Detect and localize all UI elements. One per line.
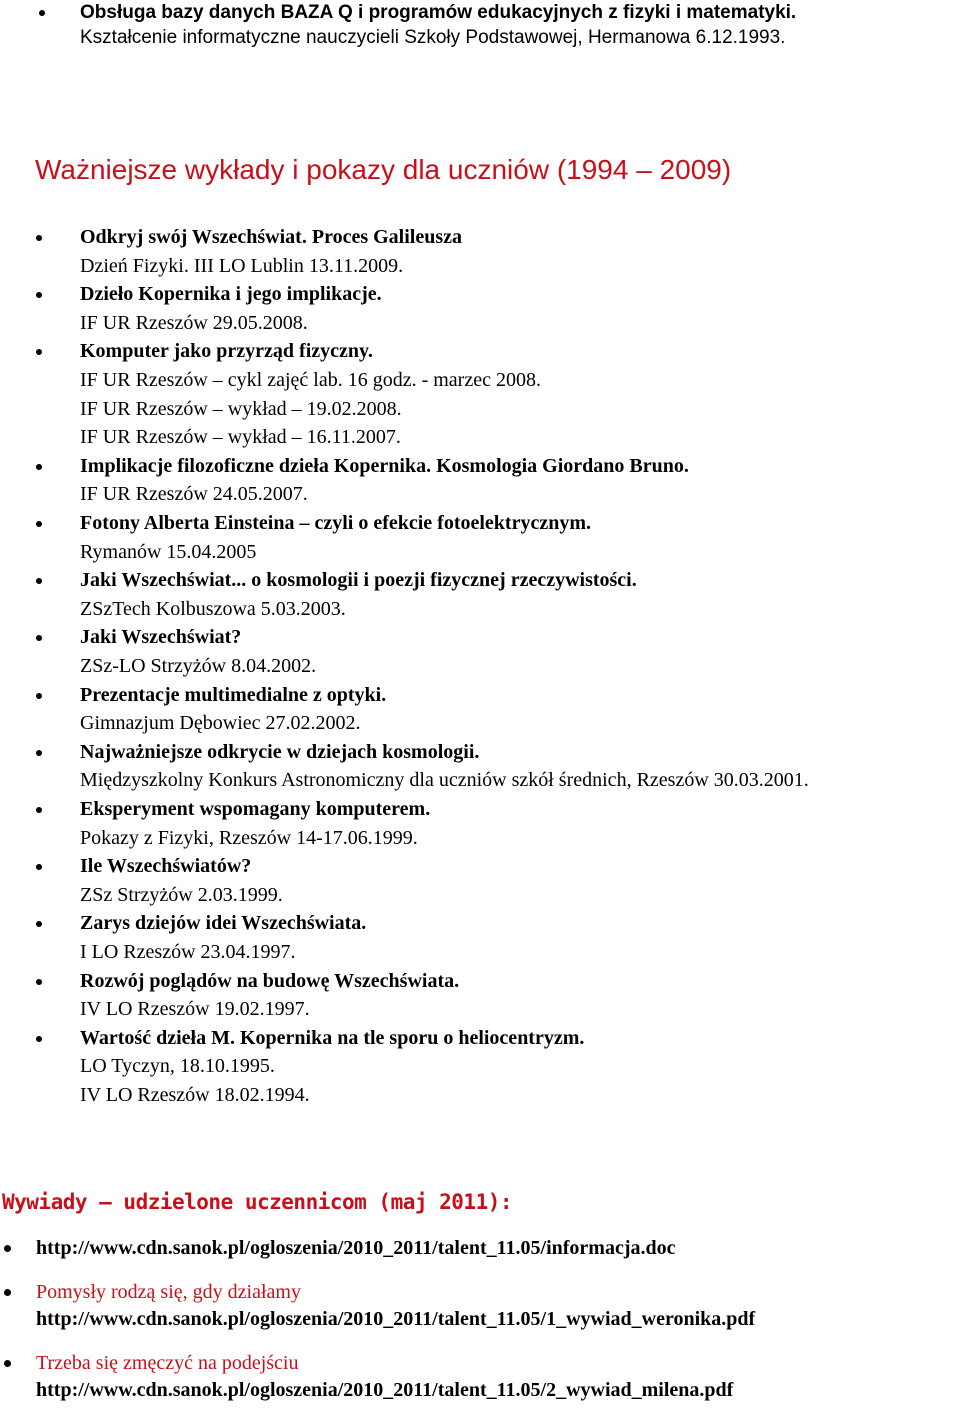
lecture-detail: Międzyszkolny Konkurs Astronomiczny dla uczniów szkół średnich, Rzeszów 30.03.2001.	[80, 769, 809, 792]
lecture-detail: Gimnazjum Dębowiec 27.02.2002.	[80, 712, 361, 735]
lecture-detail: I LO Rzeszów 23.04.1997.	[80, 941, 296, 963]
bullet-icon	[36, 292, 42, 298]
lecture-detail: Dzień Fizyki. III LO Lublin 13.11.2009.	[80, 254, 404, 277]
interview-link[interactable]: http://www.cdn.sanok.pl/ogloszenia/2010_2011/talent_11.05/informacja.doc	[36, 1237, 676, 1259]
top-list-item	[0, 0, 960, 60]
bullet-icon	[36, 349, 42, 355]
interview-link[interactable]: http://www.cdn.sanok.pl/ogloszenia/2010_2011/talent_11.05/2_wywiad_milena.pdf	[36, 1379, 734, 1401]
lecture-detail: LO Tyczyn, 18.10.1995.	[80, 1055, 275, 1078]
lecture-detail: Pokazy z Fizyki, Rzeszów 14-17.06.1999.	[80, 826, 418, 849]
interview-link[interactable]: http://www.cdn.sanok.pl/ogloszenia/2010_2011/talent_11.05/1_wywiad_weronika.pdf	[36, 1308, 756, 1330]
lecture-title: Prezentacje multimedialne z optyki.	[80, 683, 387, 706]
lecture-title: Ile Wszechświatów?	[80, 855, 252, 878]
bullet-icon	[36, 635, 42, 641]
lecture-title: Zarys dziejów idei Wszechświata.	[80, 912, 367, 935]
bullet-icon	[36, 921, 42, 927]
bullet-icon	[4, 1289, 11, 1296]
lecture-title: Jaki Wszechświat... o kosmologii i poezji fizycznej rzeczywistości.	[80, 569, 637, 592]
lecture-title: Fotony Alberta Einsteina – czyli o efekcie fotoelektrycznym.	[80, 512, 591, 534]
bullet-icon	[36, 750, 42, 756]
lecture-title: Dzieło Kopernika i jego implikacje.	[80, 283, 382, 306]
lecture-detail: IF UR Rzeszów 24.05.2007.	[80, 483, 308, 506]
bullet-icon	[36, 1036, 42, 1042]
bullet-icon	[36, 578, 42, 584]
bullet-icon	[39, 10, 45, 16]
top-item-subtitle: Kształcenie informatyczne nauczycieli Szkoły Podstawowej, Hermanowa 6.12.1993.	[80, 27, 786, 48]
lecture-title: Rozwój poglądów na budowę Wszechświata.	[80, 969, 460, 992]
lecture-detail: IF UR Rzeszów – wykład – 19.02.2008.	[80, 397, 402, 420]
lecture-title: Komputer jako przyrząd fizyczny.	[80, 340, 373, 363]
lecture-title: Eksperyment wspomagany komputerem.	[80, 798, 431, 820]
bullet-icon	[36, 979, 42, 985]
lecture-detail: ZSz-LO Strzyżów 8.04.2002.	[80, 655, 317, 677]
bullet-icon	[36, 693, 42, 699]
lecture-detail: ZSzTech Kolbuszowa 5.03.2003.	[80, 597, 346, 620]
top-item-title: Obsługa bazy danych BAZA Q i programów edukacyjnych z fizyki i matematyki.	[80, 2, 797, 23]
interview-title: Trzeba się zmęczyć na podejściu	[36, 1352, 299, 1374]
lecture-title: Implikacje filozoficzne dzieła Kopernika. Kosmologia Giordano Bruno.	[80, 454, 689, 477]
interviews-heading: Wywiady – udzielone uczennicom (maj 2011):	[2, 1190, 513, 1214]
bullet-icon	[4, 1360, 11, 1367]
lecture-detail: Rymanów 15.04.2005	[80, 540, 257, 563]
lecture-detail: IV LO Rzeszów 18.02.1994.	[80, 1084, 310, 1106]
bullet-icon	[4, 1245, 11, 1252]
bullet-icon	[36, 464, 42, 470]
lecture-title: Odkryj swój Wszechświat. Proces Galileusza	[80, 226, 463, 248]
lecture-detail: IF UR Rzeszów – wykład – 16.11.2007.	[80, 426, 401, 449]
lecture-title: Wartość dzieła M. Kopernika na tle sporu o heliocentryzm.	[80, 1026, 585, 1049]
bullet-icon	[36, 807, 42, 813]
lecture-detail: IV LO Rzeszów 19.02.1997.	[80, 998, 310, 1021]
lecture-title: Jaki Wszechświat?	[80, 626, 242, 649]
lecture-title: Najważniejsze odkrycie w dziejach kosmologii.	[80, 740, 480, 763]
bullet-icon	[36, 521, 42, 527]
lecture-detail: ZSz Strzyżów 2.03.1999.	[80, 883, 283, 906]
lectures-heading: Ważniejsze wykłady i pokazy dla uczniów (1994 – 2009)	[35, 154, 732, 185]
lecture-detail: IF UR Rzeszów 29.05.2008.	[80, 311, 308, 334]
bullet-icon	[36, 864, 42, 870]
lecture-detail: IF UR Rzeszów – cykl zajęć lab. 16 godz. - marzec 2008.	[80, 369, 541, 391]
bullet-icon	[36, 235, 42, 241]
interview-title: Pomysły rodzą się, gdy działamy	[36, 1281, 301, 1303]
